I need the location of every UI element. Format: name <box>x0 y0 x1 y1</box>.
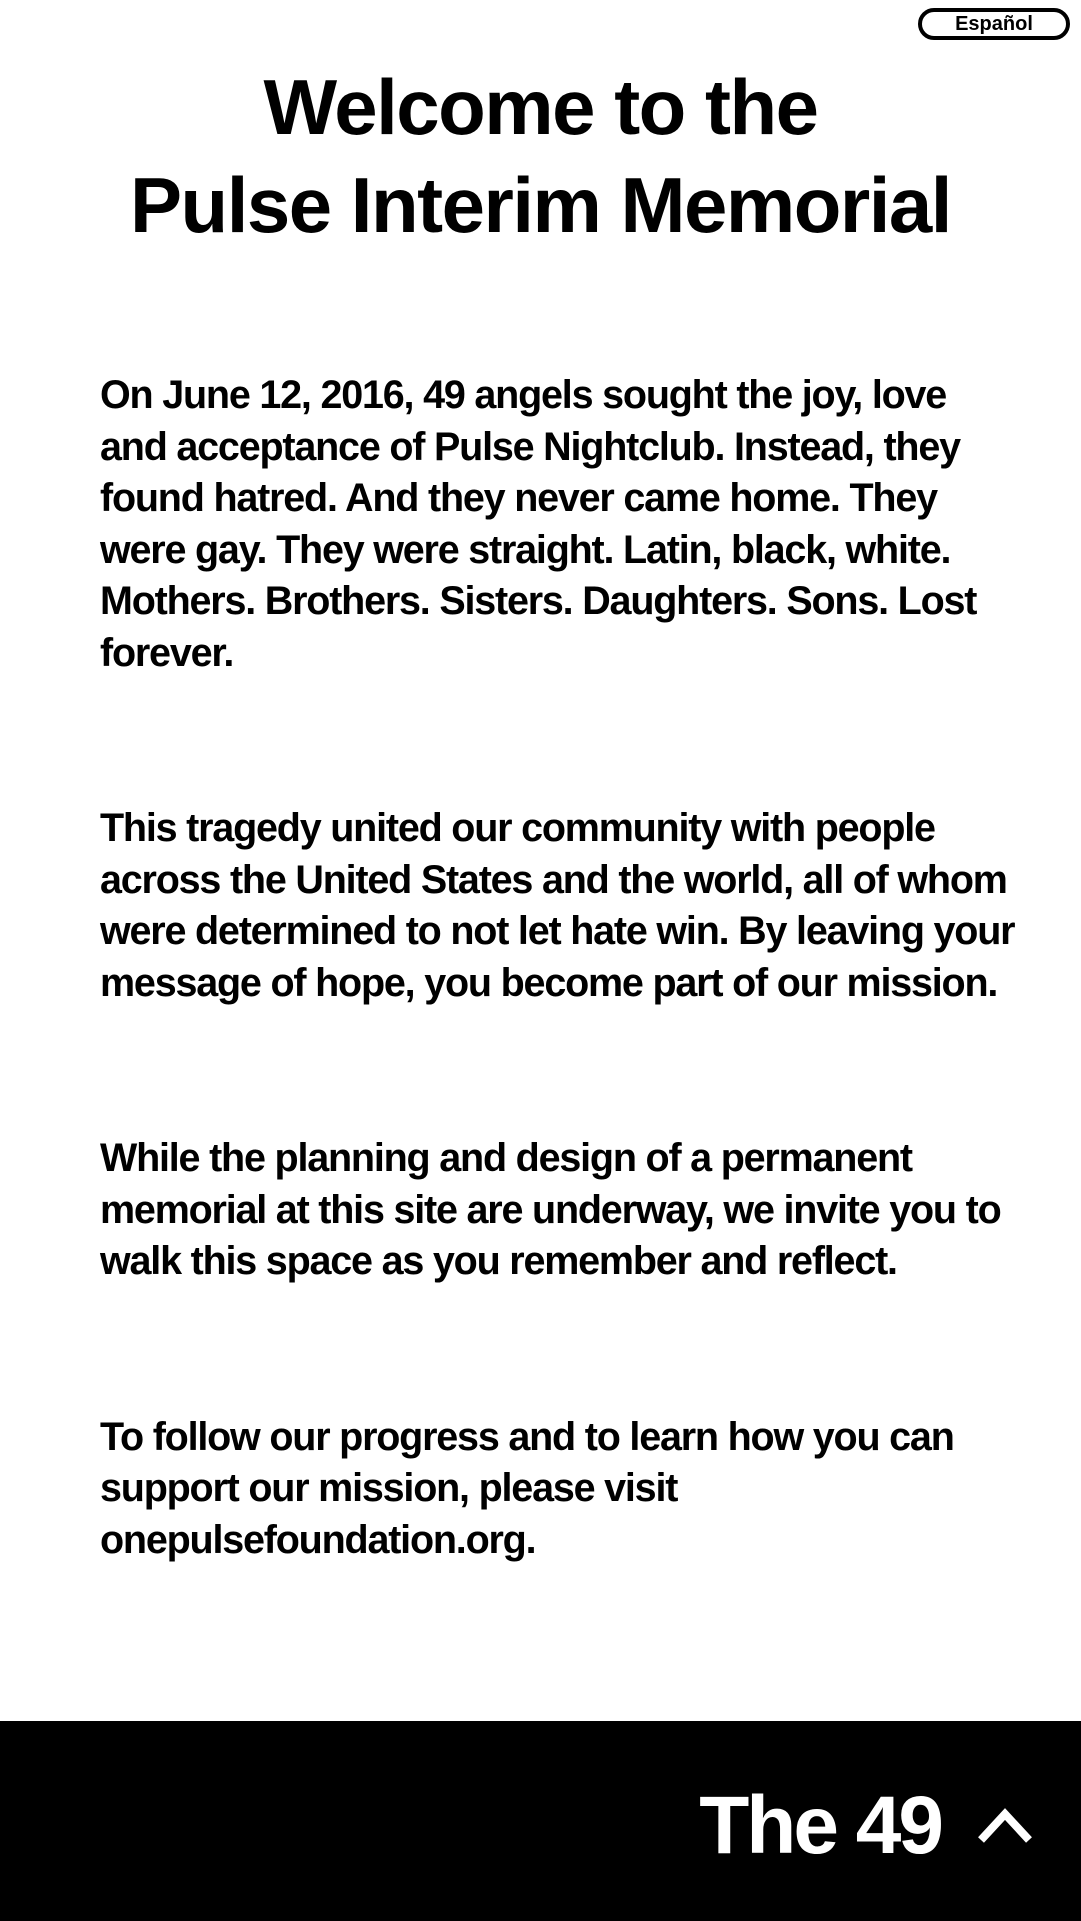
footer-bar <box>0 1721 1081 1921</box>
paragraph-follow-progress: To follow our progress and to learn how you can support our mission, please visit onepulsefoundation.org. <box>100 1414 954 1562</box>
chevron-up-icon[interactable] <box>977 1806 1033 1846</box>
page-title <box>0 58 1081 254</box>
the-49-label: The 49 <box>699 1780 941 1871</box>
page-title-line-2: Pulse Interim Memorial <box>130 161 951 249</box>
paragraph-community: This tragedy united our community with people across the United States and the world, all of whom were determined to not let hate win. By leaving your message of hope, you become part of our mission. <box>100 806 1015 1005</box>
memorial-message <box>100 370 1020 1566</box>
paragraph-permanent-memorial: While the planning and design of a permanent memorial at this site are underway, we invite you to walk this space as you remember and reflect. <box>100 1136 1001 1283</box>
page-title-line-1: Welcome to the <box>263 63 818 151</box>
language-toggle-button[interactable]: Español <box>918 8 1070 40</box>
paragraph-remembrance: On June 12, 2016, 49 angels sought the joy, love and acceptance of Pulse Nightclub. Instead, they found hatred. And they never came home. They were gay. They were straight. Latin, black, white. Mothers. Brothers. Sisters. Daughters. Sons. Lost forever. <box>100 373 977 675</box>
the-49-toggle[interactable] <box>699 1781 1033 1871</box>
